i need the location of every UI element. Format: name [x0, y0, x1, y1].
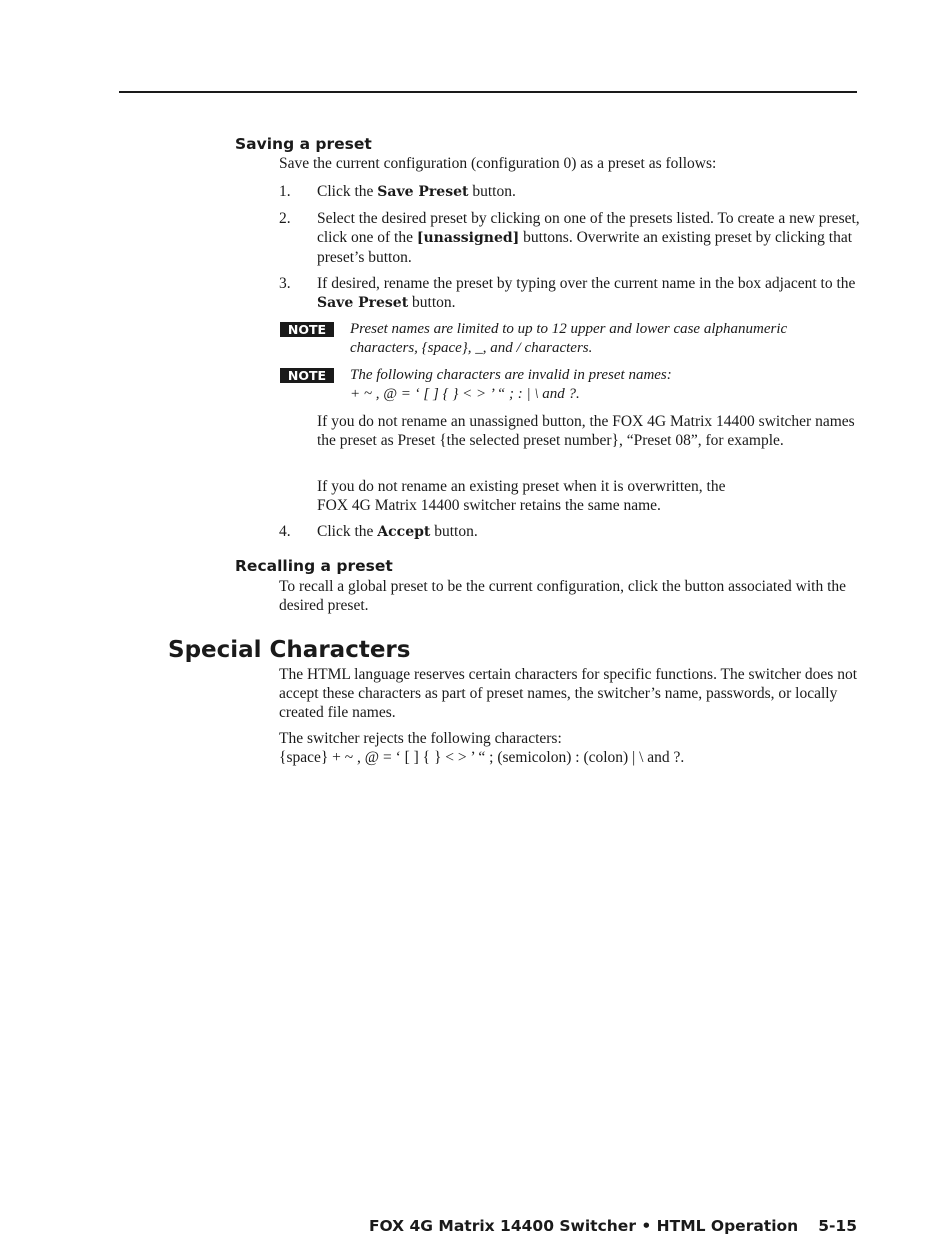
para-overwrite: If you do not rename an existing preset when it is overwritten, the FOX 4G Matrix 14400 switcher retains the same name.	[317, 478, 726, 514]
step-number: 4.	[279, 523, 291, 540]
page-footer	[369, 1216, 857, 1236]
note-badge: NOTE	[280, 368, 334, 383]
special-characters-heading: Special Characters	[168, 637, 411, 663]
step-3: If desired, rename the preset by typing over the current name in the box adjacent to the Save Preset button.	[317, 275, 856, 311]
para-rename: If you do not rename an unassigned button, the FOX 4G Matrix 14400 switcher names the preset as Preset {the selected preset number}, “Preset 08”, for example.	[317, 413, 855, 449]
saving-preset-heading: Saving a preset	[235, 135, 372, 153]
step-4: Click the Accept button.	[317, 523, 478, 540]
accept-button-ref: Accept	[377, 524, 431, 540]
header-rule	[119, 91, 857, 93]
save-preset-button-ref: Save Preset	[317, 295, 409, 311]
step-1: Click the Save Preset button.	[317, 183, 516, 200]
unassigned-button-ref: [unassigned]	[416, 230, 520, 246]
saving-intro: Save the current configuration (configuration 0) as a preset as follows:	[279, 155, 717, 172]
step-2: Select the desired preset by clicking on one of the presets listed. To create a new preset, click one of the [unassigned] buttons. Overwrite an existing preset by clicking that preset’s button.	[317, 210, 860, 266]
footer-title: FOX 4G Matrix 14400 Switcher • HTML Operation	[368, 1217, 799, 1235]
recalling-text: To recall a global preset to be the current configuration, click the button associated with the desired preset.	[279, 578, 847, 614]
note-badge: NOTE	[280, 322, 334, 337]
save-preset-button-ref: Save Preset	[377, 184, 469, 200]
page-number: 5-15	[818, 1217, 857, 1235]
note-invalid-characters: The following characters are invalid in preset names: + ~ , @ = ‘ [ ] { } < > ’ “ ; : | \ and ?.	[350, 367, 672, 402]
recalling-preset-heading: Recalling a preset	[235, 557, 393, 575]
special-para-1: The HTML language reserves certain characters for specific functions. The switcher does not accept these characters as part of preset names, the switcher’s name, passwords, or locally created file names.	[279, 666, 858, 721]
step-number: 1.	[279, 183, 291, 200]
note-preset-name-limits: Preset names are limited to up to 12 upper and lower case alphanumeric characters, {space}, _, and / characters.	[350, 321, 788, 356]
step-number: 3.	[279, 275, 291, 292]
special-para-2: The switcher rejects the following characters: {space} + ~ , @ = ‘ [ ] { } < > ’ “ ; (semicolon) : (colon) | \ and ?.	[279, 730, 685, 766]
step-number: 2.	[279, 210, 291, 227]
